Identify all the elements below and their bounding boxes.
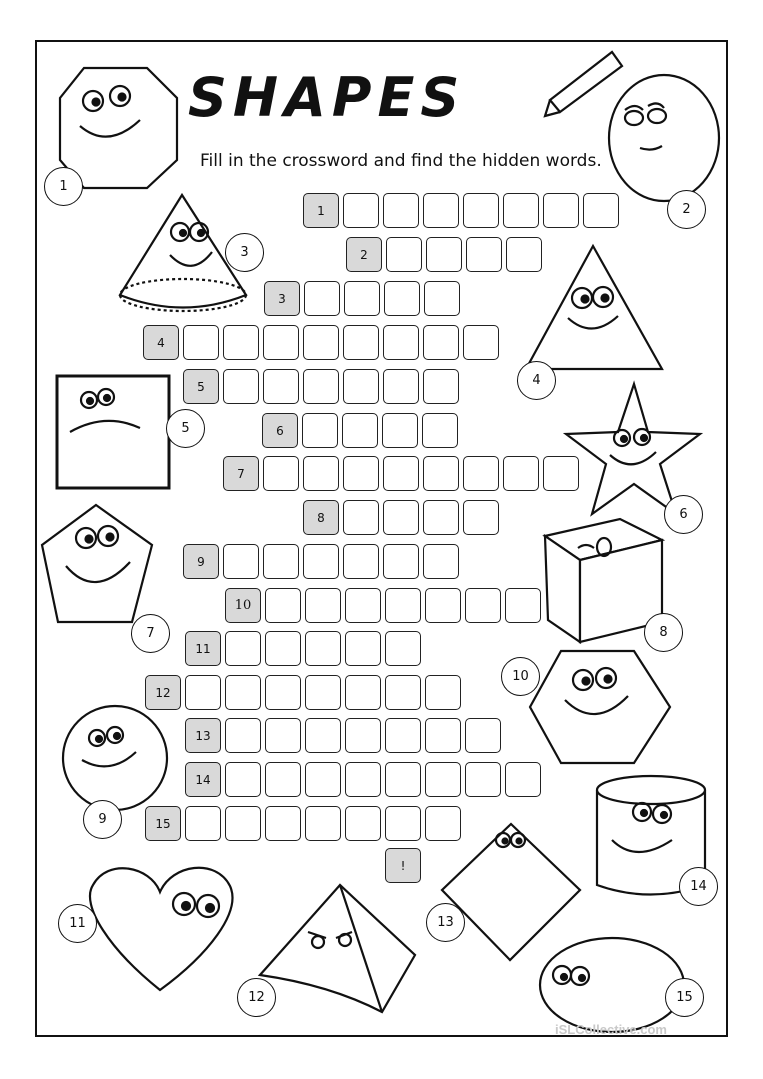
picture-number-circle: 13 <box>426 903 465 942</box>
letter-cell[interactable] <box>543 456 579 491</box>
letter-cell[interactable] <box>425 675 461 710</box>
clue-number-cell: 9 <box>183 544 219 579</box>
letter-cell[interactable] <box>185 806 221 841</box>
letter-cell[interactable] <box>303 325 339 360</box>
letter-cell[interactable] <box>265 631 301 666</box>
clue-number-cell: 12 <box>145 675 181 710</box>
letter-cell[interactable] <box>505 588 541 623</box>
letter-cell[interactable] <box>423 369 459 404</box>
circle-face-icon <box>63 706 167 810</box>
letter-cell[interactable] <box>463 500 499 535</box>
letter-cell[interactable] <box>223 325 259 360</box>
letter-cell[interactable] <box>345 588 381 623</box>
clue-number-cell: 8 <box>303 500 339 535</box>
letter-cell[interactable] <box>384 281 420 316</box>
clue-number-cell: 4 <box>143 325 179 360</box>
ellipse-icon <box>540 938 684 1032</box>
letter-cell[interactable] <box>225 718 261 753</box>
hexagon-icon <box>530 651 670 763</box>
letter-cell[interactable] <box>465 762 501 797</box>
clue-number-cell: 10 <box>225 588 261 623</box>
worksheet-title: SHAPES <box>188 66 466 129</box>
oval-face-icon <box>609 75 719 201</box>
letter-cell[interactable] <box>343 500 379 535</box>
letter-cell[interactable] <box>343 544 379 579</box>
picture-number-circle: 7 <box>131 614 170 653</box>
letter-cell[interactable] <box>385 588 421 623</box>
letter-cell[interactable] <box>304 281 340 316</box>
picture-number-circle: 9 <box>83 800 122 839</box>
letter-cell[interactable] <box>345 806 381 841</box>
letter-cell[interactable] <box>225 806 261 841</box>
letter-cell[interactable] <box>423 456 459 491</box>
letter-cell[interactable] <box>424 281 460 316</box>
letter-cell[interactable] <box>583 193 619 228</box>
letter-cell[interactable] <box>423 325 459 360</box>
pyramid-icon <box>260 885 415 1012</box>
letter-cell[interactable] <box>503 456 539 491</box>
cube-icon <box>545 519 662 642</box>
watermark: iSLCollective.com <box>555 1022 667 1037</box>
letter-cell[interactable] <box>345 631 381 666</box>
letter-cell[interactable] <box>466 237 502 272</box>
clue-number-cell: 3 <box>264 281 300 316</box>
letter-cell[interactable] <box>505 762 541 797</box>
letter-cell[interactable] <box>465 718 501 753</box>
letter-cell[interactable] <box>386 237 422 272</box>
letter-cell[interactable] <box>265 762 301 797</box>
letter-cell[interactable] <box>423 193 459 228</box>
clue-number-cell: 7 <box>223 456 259 491</box>
letter-cell[interactable] <box>302 413 338 448</box>
rhombus-icon <box>442 824 580 960</box>
letter-cell[interactable] <box>382 413 418 448</box>
letter-cell[interactable] <box>344 281 380 316</box>
instruction-text: Fill in the crossword and find the hidden words. <box>200 151 602 171</box>
letter-cell[interactable] <box>305 762 341 797</box>
clue-number-cell: 6 <box>262 413 298 448</box>
letter-cell[interactable] <box>383 193 419 228</box>
heart-icon <box>90 868 232 990</box>
letter-cell[interactable] <box>183 325 219 360</box>
letter-cell[interactable] <box>263 544 299 579</box>
letter-cell[interactable] <box>426 237 462 272</box>
letter-cell[interactable] <box>423 544 459 579</box>
letter-cell[interactable] <box>305 588 341 623</box>
letter-cell[interactable] <box>223 544 259 579</box>
picture-number-circle: 8 <box>644 613 683 652</box>
clue-number-cell: 1 <box>303 193 339 228</box>
letter-cell[interactable] <box>223 369 259 404</box>
letter-cell[interactable] <box>345 762 381 797</box>
letter-cell[interactable] <box>463 456 499 491</box>
picture-number-circle: 1 <box>44 167 83 206</box>
letter-cell[interactable] <box>425 718 461 753</box>
letter-cell[interactable] <box>425 762 461 797</box>
letter-cell[interactable] <box>423 500 459 535</box>
letter-cell[interactable] <box>383 500 419 535</box>
clue-number-cell: 11 <box>185 631 221 666</box>
letter-cell[interactable] <box>265 718 301 753</box>
letter-cell[interactable] <box>343 369 379 404</box>
picture-number-circle: 6 <box>664 495 703 534</box>
letter-cell[interactable] <box>263 325 299 360</box>
clue-number-cell: 2 <box>346 237 382 272</box>
letter-cell[interactable] <box>225 631 261 666</box>
octagon-icon <box>60 68 177 188</box>
letter-cell[interactable] <box>506 237 542 272</box>
letter-cell[interactable] <box>383 456 419 491</box>
letter-cell[interactable] <box>463 325 499 360</box>
letter-cell[interactable] <box>543 193 579 228</box>
letter-cell[interactable] <box>422 413 458 448</box>
letter-cell[interactable] <box>425 588 461 623</box>
letter-cell[interactable] <box>343 193 379 228</box>
picture-number-circle: 5 <box>166 409 205 448</box>
picture-number-circle: 14 <box>679 867 718 906</box>
letter-cell[interactable] <box>305 718 341 753</box>
picture-number-circle: 4 <box>517 361 556 400</box>
picture-number-circle: 10 <box>501 657 540 696</box>
letter-cell[interactable] <box>225 762 261 797</box>
letter-cell[interactable] <box>265 588 301 623</box>
letter-cell[interactable] <box>263 369 299 404</box>
picture-number-circle: 15 <box>665 978 704 1017</box>
picture-number-circle: 2 <box>667 190 706 229</box>
letter-cell[interactable] <box>225 675 261 710</box>
clue-number-cell: 15 <box>145 806 181 841</box>
letter-cell[interactable] <box>503 193 539 228</box>
picture-number-circle: 11 <box>58 904 97 943</box>
letter-cell[interactable] <box>185 675 221 710</box>
letter-cell[interactable] <box>303 369 339 404</box>
hidden-word-end-mark: ! <box>385 848 421 883</box>
letter-cell[interactable] <box>305 806 341 841</box>
letter-cell[interactable] <box>345 675 381 710</box>
pentagon-icon <box>42 505 152 622</box>
letter-cell[interactable] <box>263 456 299 491</box>
letter-cell[interactable] <box>385 762 421 797</box>
letter-cell[interactable] <box>303 456 339 491</box>
picture-number-circle: 12 <box>237 978 276 1017</box>
triangle-icon <box>526 246 662 369</box>
clue-number-cell: 5 <box>183 369 219 404</box>
letter-cell[interactable] <box>465 588 501 623</box>
letter-cell[interactable] <box>425 806 461 841</box>
square-icon <box>57 376 169 488</box>
letter-cell[interactable] <box>305 675 341 710</box>
letter-cell[interactable] <box>265 675 301 710</box>
letter-cell[interactable] <box>385 631 421 666</box>
letter-cell[interactable] <box>343 325 379 360</box>
letter-cell[interactable] <box>385 675 421 710</box>
letter-cell[interactable] <box>383 369 419 404</box>
letter-cell[interactable] <box>342 413 378 448</box>
letter-cell[interactable] <box>385 806 421 841</box>
letter-cell[interactable] <box>305 631 341 666</box>
picture-number-circle: 3 <box>225 233 264 272</box>
letter-cell[interactable] <box>343 456 379 491</box>
clue-number-cell: 14 <box>185 762 221 797</box>
clue-number-cell: 13 <box>185 718 221 753</box>
letter-cell[interactable] <box>345 718 381 753</box>
letter-cell[interactable] <box>385 718 421 753</box>
letter-cell[interactable] <box>383 544 419 579</box>
letter-cell[interactable] <box>265 806 301 841</box>
letter-cell[interactable] <box>463 193 499 228</box>
letter-cell[interactable] <box>383 325 419 360</box>
letter-cell[interactable] <box>303 544 339 579</box>
